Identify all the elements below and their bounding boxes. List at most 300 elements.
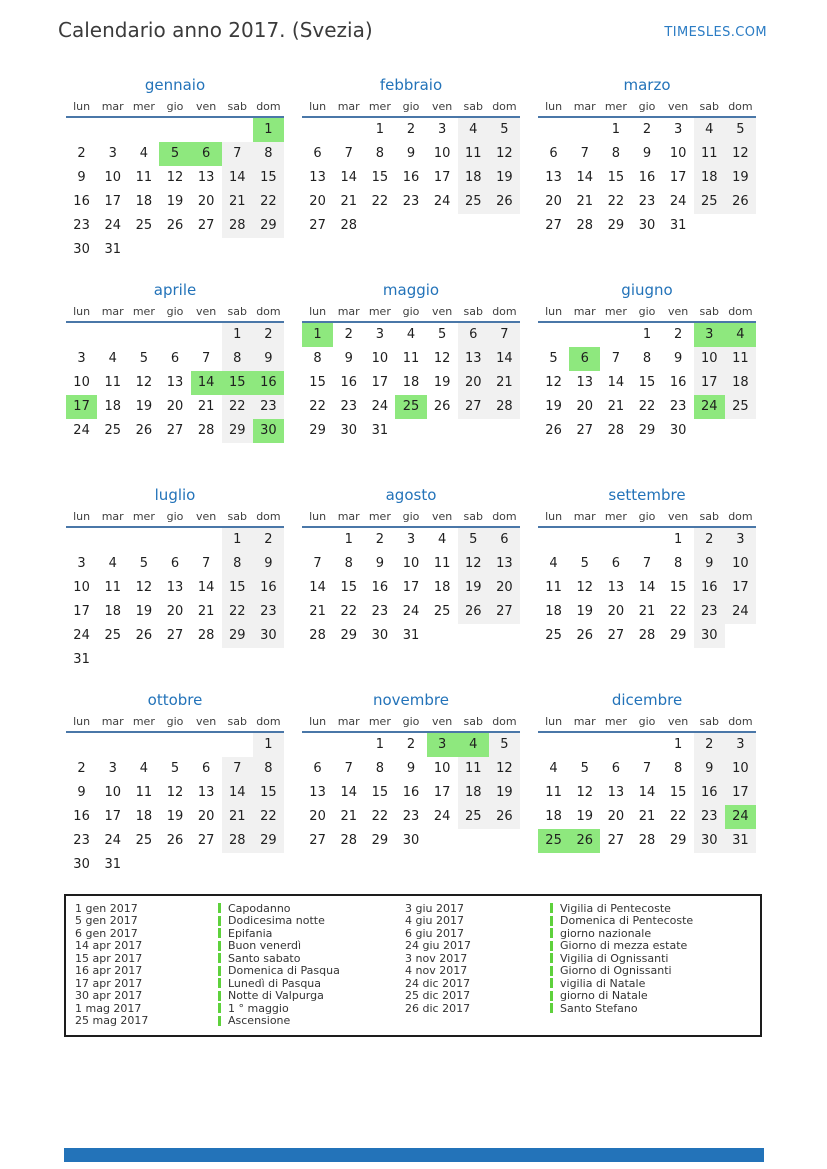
day-cell: 11 bbox=[545, 580, 562, 595]
day-cell: 19 bbox=[135, 604, 153, 619]
weeks-grid bbox=[66, 323, 284, 467]
empty-cell bbox=[97, 733, 128, 757]
day-cell: 3 bbox=[108, 146, 117, 161]
day-cell: 23 bbox=[253, 600, 284, 624]
empty-cell bbox=[97, 528, 128, 552]
holiday-date: 30 apr 2017 bbox=[75, 989, 143, 1003]
month-title: ottobre bbox=[147, 691, 203, 709]
month-febbraio bbox=[302, 74, 520, 279]
empty-cell bbox=[302, 528, 333, 552]
day-cell: 10 bbox=[433, 146, 451, 161]
weekday-header: mar bbox=[101, 100, 124, 113]
empty-cell bbox=[538, 118, 569, 142]
day-cell: 11 bbox=[458, 757, 489, 781]
day-cell: 19 bbox=[433, 375, 451, 390]
day-cell: 15 bbox=[371, 785, 389, 800]
holiday-date: 6 giu 2017 bbox=[405, 926, 464, 940]
day-cell: 26 bbox=[489, 805, 520, 829]
holiday-date: 4 giu 2017 bbox=[405, 914, 464, 928]
day-cell: 4 bbox=[108, 556, 117, 571]
day-cell: 7 bbox=[313, 556, 322, 571]
weekday-header-row bbox=[66, 303, 284, 323]
empty-cell bbox=[694, 419, 725, 443]
empty-cell bbox=[538, 853, 569, 877]
empty-cell bbox=[333, 118, 364, 142]
day-cell: 27 bbox=[309, 833, 326, 848]
day-cell: 22 bbox=[638, 399, 656, 414]
day-cell: 12 bbox=[545, 375, 562, 390]
legend-entry bbox=[405, 990, 760, 1003]
empty-cell bbox=[333, 853, 364, 877]
day-cell: 9 bbox=[673, 351, 683, 366]
holiday-tick-icon bbox=[218, 903, 221, 913]
weekday-header: gio bbox=[166, 510, 184, 523]
empty-cell bbox=[253, 443, 284, 467]
holiday-tick-icon bbox=[550, 953, 553, 963]
weekday-header-row bbox=[66, 98, 284, 118]
holiday-day-cell: 4 bbox=[725, 323, 756, 347]
day-cell: 18 bbox=[135, 809, 153, 824]
empty-cell bbox=[600, 853, 631, 877]
day-cell: 18 bbox=[433, 580, 451, 595]
empty-cell bbox=[458, 238, 489, 262]
empty-cell bbox=[159, 528, 190, 552]
day-cell: 18 bbox=[545, 809, 562, 824]
empty-cell bbox=[600, 528, 631, 552]
day-cell: 7 bbox=[222, 142, 253, 166]
day-cell: 28 bbox=[340, 833, 357, 848]
legend-entry bbox=[405, 1002, 760, 1015]
empty-cell bbox=[694, 853, 725, 877]
day-cell: 22 bbox=[669, 809, 687, 824]
holiday-name: Vigilia di Pentecoste bbox=[560, 901, 671, 915]
day-cell: 17 bbox=[433, 170, 451, 185]
empty-cell bbox=[725, 419, 756, 443]
day-cell: 26 bbox=[135, 628, 153, 643]
day-cell: 27 bbox=[166, 423, 184, 438]
day-cell: 27 bbox=[545, 218, 562, 233]
day-cell: 17 bbox=[669, 170, 687, 185]
day-cell: 17 bbox=[433, 785, 451, 800]
legend-entry bbox=[75, 902, 405, 915]
empty-cell bbox=[222, 118, 253, 142]
day-cell: 21 bbox=[197, 399, 215, 414]
empty-cell bbox=[333, 648, 364, 672]
day-cell: 21 bbox=[489, 371, 520, 395]
empty-cell bbox=[253, 648, 284, 672]
weekday-header-row bbox=[538, 98, 756, 118]
day-cell: 11 bbox=[104, 375, 121, 390]
day-cell: 20 bbox=[166, 604, 184, 619]
day-cell: 11 bbox=[135, 785, 153, 800]
day-cell: 7 bbox=[201, 351, 211, 366]
day-cell: 14 bbox=[222, 781, 253, 805]
day-cell: 25 bbox=[135, 218, 153, 233]
day-cell: 9 bbox=[406, 761, 416, 776]
weekday-header: lun bbox=[73, 715, 91, 728]
weekday-header: dom bbox=[728, 715, 753, 728]
day-cell: 9 bbox=[253, 552, 284, 576]
day-cell: 14 bbox=[489, 347, 520, 371]
day-cell: 29 bbox=[371, 833, 389, 848]
day-cell: 23 bbox=[73, 833, 90, 848]
empty-cell bbox=[427, 648, 458, 672]
empty-cell bbox=[600, 648, 631, 672]
holiday-day-cell: 3 bbox=[427, 733, 458, 757]
day-cell: 2 bbox=[406, 122, 416, 137]
day-cell: 21 bbox=[222, 805, 253, 829]
day-cell: 5 bbox=[139, 351, 148, 366]
day-cell: 17 bbox=[402, 580, 420, 595]
holiday-name: Buon venerdì bbox=[228, 939, 302, 953]
day-cell: 12 bbox=[458, 552, 489, 576]
day-cell: 20 bbox=[458, 371, 489, 395]
day-cell: 29 bbox=[309, 423, 326, 438]
empty-cell bbox=[725, 624, 756, 648]
weekday-header-row bbox=[302, 303, 520, 323]
holiday-day-cell: 17 bbox=[66, 395, 97, 419]
weekday-header: dom bbox=[728, 305, 753, 318]
legend-entry bbox=[75, 990, 405, 1003]
day-cell: 27 bbox=[489, 600, 520, 624]
empty-cell bbox=[631, 238, 662, 262]
empty-cell bbox=[663, 853, 694, 877]
legend-entry bbox=[405, 915, 760, 928]
day-cell: 22 bbox=[253, 190, 284, 214]
day-cell: 24 bbox=[725, 600, 756, 624]
weekday-header: mar bbox=[337, 100, 360, 113]
empty-cell bbox=[694, 648, 725, 672]
empty-cell bbox=[97, 323, 128, 347]
day-cell: 17 bbox=[104, 809, 121, 824]
day-cell: 19 bbox=[458, 576, 489, 600]
day-cell: 6 bbox=[170, 556, 180, 571]
weekday-header: lun bbox=[545, 510, 563, 523]
empty-cell bbox=[159, 323, 190, 347]
day-cell: 27 bbox=[166, 628, 184, 643]
empty-cell bbox=[694, 443, 725, 467]
day-cell: 11 bbox=[402, 351, 420, 366]
day-cell: 4 bbox=[437, 532, 447, 547]
day-cell: 4 bbox=[139, 146, 148, 161]
day-cell: 23 bbox=[694, 805, 725, 829]
holiday-day-cell: 25 bbox=[538, 829, 569, 853]
day-cell: 28 bbox=[607, 423, 625, 438]
day-cell: 15 bbox=[638, 375, 656, 390]
weekday-header: ven bbox=[668, 305, 689, 318]
day-cell: 14 bbox=[340, 170, 357, 185]
empty-cell bbox=[725, 648, 756, 672]
empty-cell bbox=[222, 853, 253, 877]
day-cell: 28 bbox=[638, 628, 656, 643]
holiday-date: 17 apr 2017 bbox=[75, 976, 143, 990]
weekday-header: mer bbox=[368, 510, 391, 523]
weekday-header: gio bbox=[166, 305, 184, 318]
day-cell: 23 bbox=[402, 194, 420, 209]
day-cell: 2 bbox=[406, 737, 416, 752]
day-cell: 4 bbox=[406, 327, 416, 342]
empty-cell bbox=[427, 419, 458, 443]
day-cell: 16 bbox=[402, 170, 420, 185]
holiday-name: Dodicesima notte bbox=[228, 914, 325, 928]
day-cell: 14 bbox=[638, 580, 656, 595]
day-cell: 11 bbox=[458, 142, 489, 166]
weekday-header: sab bbox=[463, 100, 483, 113]
empty-cell bbox=[600, 443, 631, 467]
day-cell: 20 bbox=[576, 399, 593, 414]
weekday-header: mer bbox=[132, 100, 155, 113]
day-cell: 23 bbox=[694, 600, 725, 624]
legend-entry bbox=[405, 940, 760, 953]
day-cell: 13 bbox=[458, 347, 489, 371]
empty-cell bbox=[569, 443, 600, 467]
weekday-header: lun bbox=[545, 100, 563, 113]
day-cell: 2 bbox=[375, 532, 384, 547]
holiday-tick-icon bbox=[218, 1003, 221, 1013]
holiday-tick-icon bbox=[550, 903, 553, 913]
day-cell: 27 bbox=[607, 628, 625, 643]
day-cell: 22 bbox=[222, 600, 253, 624]
empty-cell bbox=[725, 238, 756, 262]
weeks-grid bbox=[302, 323, 520, 467]
month-title: febbraio bbox=[379, 76, 443, 94]
weekday-header: mer bbox=[604, 100, 627, 113]
month-title: agosto bbox=[385, 486, 437, 504]
day-cell: 14 bbox=[607, 375, 625, 390]
day-cell: 4 bbox=[694, 118, 725, 142]
weekday-header: gio bbox=[166, 715, 184, 728]
day-cell: 8 bbox=[222, 347, 253, 371]
month-title: giugno bbox=[621, 281, 673, 299]
day-cell: 28 bbox=[489, 395, 520, 419]
empty-cell bbox=[159, 648, 190, 672]
day-cell: 20 bbox=[489, 576, 520, 600]
day-cell: 3 bbox=[375, 327, 384, 342]
empty-cell bbox=[694, 238, 725, 262]
day-cell: 15 bbox=[340, 580, 357, 595]
holiday-date: 24 giu 2017 bbox=[405, 939, 471, 953]
day-cell: 16 bbox=[402, 785, 420, 800]
empty-cell bbox=[97, 118, 128, 142]
day-cell: 13 bbox=[545, 170, 562, 185]
day-cell: 6 bbox=[170, 351, 180, 366]
day-cell: 2 bbox=[77, 761, 86, 776]
weeks-grid bbox=[302, 733, 520, 877]
holiday-day-cell: 15 bbox=[222, 371, 253, 395]
holiday-tick-icon bbox=[550, 966, 553, 976]
day-cell: 27 bbox=[607, 833, 625, 848]
empty-cell bbox=[128, 323, 159, 347]
holiday-day-cell: 14 bbox=[191, 371, 222, 395]
weekday-header: sab bbox=[463, 715, 483, 728]
weekday-header: lun bbox=[309, 305, 327, 318]
day-cell: 21 bbox=[607, 399, 625, 414]
day-cell: 21 bbox=[197, 604, 215, 619]
empty-cell bbox=[458, 214, 489, 238]
day-cell: 20 bbox=[607, 604, 625, 619]
day-cell: 26 bbox=[135, 423, 153, 438]
day-cell: 10 bbox=[73, 580, 90, 595]
empty-cell bbox=[302, 238, 333, 262]
weekday-header-row bbox=[66, 508, 284, 528]
day-cell: 13 bbox=[166, 375, 184, 390]
day-cell: 10 bbox=[73, 375, 90, 390]
day-cell: 12 bbox=[576, 580, 593, 595]
empty-cell bbox=[569, 853, 600, 877]
legend-column bbox=[66, 902, 405, 1027]
empty-cell bbox=[159, 238, 190, 262]
weekday-header: ven bbox=[432, 715, 453, 728]
weekday-header: ven bbox=[668, 100, 689, 113]
holiday-day-cell: 5 bbox=[159, 142, 190, 166]
day-cell: 9 bbox=[77, 170, 86, 185]
day-cell: 31 bbox=[725, 829, 756, 853]
day-cell: 28 bbox=[309, 628, 326, 643]
day-cell: 30 bbox=[253, 624, 284, 648]
day-cell: 7 bbox=[344, 761, 353, 776]
day-cell: 11 bbox=[545, 785, 562, 800]
day-cell: 25 bbox=[458, 190, 489, 214]
holiday-day-cell: 6 bbox=[191, 142, 222, 166]
empty-cell bbox=[600, 733, 631, 757]
day-cell: 19 bbox=[545, 399, 562, 414]
empty-cell bbox=[302, 443, 333, 467]
holiday-date: 3 nov 2017 bbox=[405, 951, 468, 965]
day-cell: 26 bbox=[433, 399, 451, 414]
empty-cell bbox=[489, 419, 520, 443]
empty-cell bbox=[191, 323, 222, 347]
day-cell: 9 bbox=[406, 146, 416, 161]
day-cell: 8 bbox=[673, 556, 683, 571]
day-cell: 29 bbox=[638, 423, 656, 438]
empty-cell bbox=[222, 238, 253, 262]
day-cell: 2 bbox=[344, 327, 353, 342]
day-cell: 10 bbox=[669, 146, 687, 161]
day-cell: 22 bbox=[222, 395, 253, 419]
day-cell: 7 bbox=[642, 761, 652, 776]
day-cell: 31 bbox=[104, 242, 121, 257]
empty-cell bbox=[66, 528, 97, 552]
holiday-tick-icon bbox=[218, 978, 221, 988]
day-cell: 27 bbox=[576, 423, 593, 438]
day-cell: 19 bbox=[166, 809, 184, 824]
weekday-header: ven bbox=[668, 510, 689, 523]
empty-cell bbox=[364, 238, 395, 262]
day-cell: 10 bbox=[433, 761, 451, 776]
legend-entry bbox=[75, 1002, 405, 1015]
empty-cell bbox=[191, 648, 222, 672]
page-title: Calendario anno 2017. (Svezia) bbox=[58, 18, 373, 42]
empty-cell bbox=[128, 648, 159, 672]
site-link[interactable]: TIMESLES.COM bbox=[664, 25, 767, 40]
day-cell: 24 bbox=[433, 194, 451, 209]
day-cell: 25 bbox=[104, 423, 121, 438]
day-cell: 20 bbox=[197, 809, 215, 824]
day-cell: 11 bbox=[725, 347, 756, 371]
weeks-grid bbox=[302, 528, 520, 672]
weekday-header-row bbox=[302, 713, 520, 733]
empty-cell bbox=[538, 238, 569, 262]
day-cell: 25 bbox=[104, 628, 121, 643]
empty-cell bbox=[395, 853, 426, 877]
weekday-header: sab bbox=[227, 100, 247, 113]
day-cell: 18 bbox=[694, 166, 725, 190]
empty-cell bbox=[66, 443, 97, 467]
day-cell: 21 bbox=[309, 604, 326, 619]
empty-cell bbox=[364, 214, 395, 238]
day-cell: 30 bbox=[73, 857, 90, 872]
day-cell: 24 bbox=[669, 194, 687, 209]
day-cell: 19 bbox=[725, 166, 756, 190]
day-cell: 26 bbox=[725, 190, 756, 214]
day-cell: 1 bbox=[375, 122, 384, 137]
day-cell: 28 bbox=[222, 829, 253, 853]
day-cell: 23 bbox=[638, 194, 656, 209]
empty-cell bbox=[427, 853, 458, 877]
day-cell: 3 bbox=[406, 532, 416, 547]
day-cell: 5 bbox=[170, 761, 180, 776]
holiday-tick-icon bbox=[218, 991, 221, 1001]
month-title: gennaio bbox=[144, 76, 206, 94]
day-cell: 29 bbox=[607, 218, 625, 233]
holiday-tick-icon bbox=[550, 978, 553, 988]
empty-cell bbox=[489, 214, 520, 238]
day-cell: 23 bbox=[340, 399, 357, 414]
day-cell: 23 bbox=[669, 399, 687, 414]
empty-cell bbox=[302, 853, 333, 877]
day-cell: 1 bbox=[222, 528, 253, 552]
day-cell: 2 bbox=[694, 733, 725, 757]
holiday-day-cell: 4 bbox=[458, 733, 489, 757]
weekday-header: lun bbox=[309, 100, 327, 113]
holiday-name: Domenica di Pasqua bbox=[228, 964, 340, 978]
day-cell: 27 bbox=[309, 218, 326, 233]
weekday-header: sab bbox=[699, 715, 719, 728]
weekday-header: sab bbox=[463, 510, 483, 523]
day-cell: 7 bbox=[222, 757, 253, 781]
day-cell: 24 bbox=[433, 809, 451, 824]
empty-cell bbox=[191, 238, 222, 262]
weekday-header: sab bbox=[463, 305, 483, 318]
day-cell: 2 bbox=[253, 323, 284, 347]
day-cell: 30 bbox=[694, 624, 725, 648]
weekday-header: mer bbox=[604, 715, 627, 728]
day-cell: 22 bbox=[371, 809, 389, 824]
day-cell: 5 bbox=[458, 528, 489, 552]
day-cell: 4 bbox=[458, 118, 489, 142]
day-cell: 26 bbox=[489, 190, 520, 214]
empty-cell bbox=[569, 238, 600, 262]
day-cell: 30 bbox=[638, 218, 656, 233]
day-cell: 16 bbox=[694, 576, 725, 600]
day-cell: 17 bbox=[725, 576, 756, 600]
month-gennaio bbox=[66, 74, 284, 279]
day-cell: 15 bbox=[669, 580, 687, 595]
weekday-header: mar bbox=[573, 715, 596, 728]
day-cell: 19 bbox=[489, 166, 520, 190]
empty-cell bbox=[395, 419, 426, 443]
holiday-tick-icon bbox=[218, 953, 221, 963]
day-cell: 8 bbox=[222, 552, 253, 576]
day-cell: 5 bbox=[580, 556, 589, 571]
empty-cell bbox=[538, 733, 569, 757]
day-cell: 26 bbox=[166, 218, 184, 233]
day-cell: 7 bbox=[344, 146, 353, 161]
day-cell: 24 bbox=[104, 833, 121, 848]
weekday-header: ven bbox=[432, 305, 453, 318]
empty-cell bbox=[222, 648, 253, 672]
day-cell: 6 bbox=[313, 761, 322, 776]
